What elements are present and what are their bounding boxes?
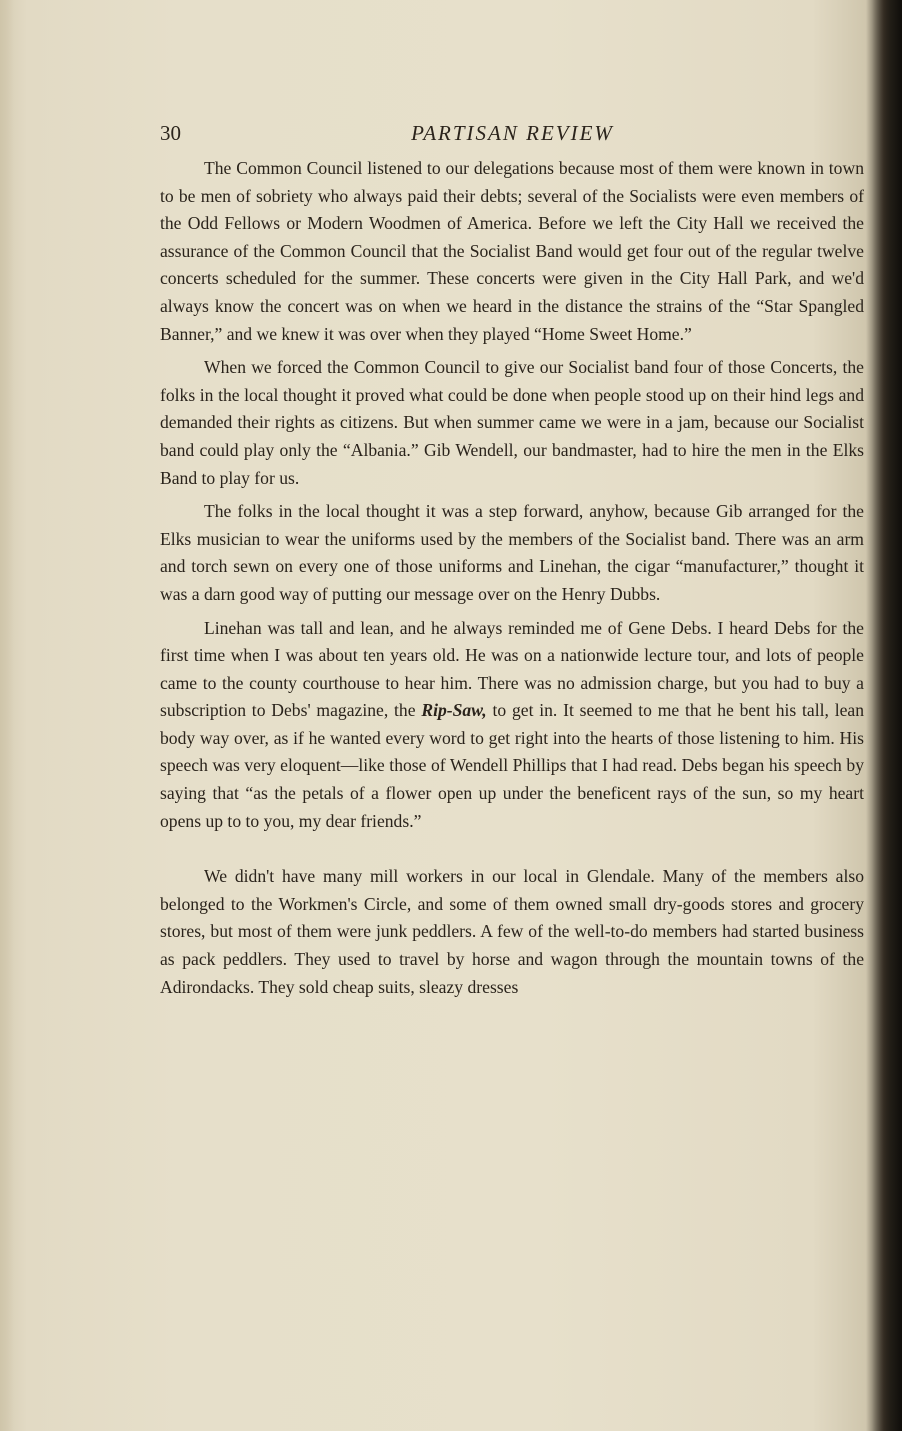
page-number: 30	[160, 121, 181, 145]
body-text	[160, 155, 864, 1007]
book-spine-shadow	[872, 0, 902, 1431]
magazine-title: Rip-Saw,	[421, 700, 487, 721]
page-left-edge	[0, 0, 14, 1431]
paragraph-5: We didn't have many mill workers in our local in Glendale. Many of the members also belonged to the Workmen's Circle, and some of them owned small dry-goods stores and grocery stores, but most of them were junk peddlers. A few of the well-to-do members had started business as pack peddlers. They used to travel by horse and wagon through the mountain towns of the Adirondacks. They sold cheap suits, sleazy dresses	[160, 866, 864, 997]
paragraph-4-text-before: Linehan was tall and lean, and he always reminded me of Gene Debs. I heard Debs for the first time when I was about ten years old. He was on a nationwide lecture tour, and lots of people came to the county courthouse to hear him. There was no admission charge, but you had to buy a subscription to Debs' magazine, the	[160, 617, 864, 721]
paragraph-1: The Common Council listened to our delegations because most of them were known in town to be men of sobriety who always paid their debts; several of the Socialists were even members of the Odd Fellows or Modern Woodmen of America. Before we left the City Hall we received the assurance of the Common Council that the Socialist Band would get four out of the regular twelve concerts scheduled for the summer. These concerts were given in the City Hall Park, and we'd always know the concert was on when we heard in the distance the strains of the “Star Spangled Banner,” and we knew it was over when they played “Home Sweet Home.”	[160, 158, 864, 344]
paragraph-3: The folks in the local thought it was a step forward, anyhow, because Gib arranged for the Elks musician to wear the uniforms used by the members of the Socialist band. There was an arm and torch sewn on every one of those uniforms and Linehan, the cigar “manufacturer,” thought it was a darn good way of putting our message over on the Henry Dubbs.	[160, 501, 864, 604]
paragraph-4	[160, 615, 864, 836]
paragraph-4-text-after: to get in. It seemed to me that he bent his tall, lean body way over, as if he wanted every word to get right into the hearts of those listening to him. His speech was very eloquent—like those of Wendell Phillips that I had read. Debs began his speech by saying that “as the petals of a flower open up under the beneficent rays of the sun, so my heart opens up to to you, my dear friends.”	[160, 700, 865, 831]
page-header	[160, 121, 865, 151]
running-head: PARTISAN REVIEW	[411, 121, 614, 145]
paragraph-2: When we forced the Common Council to give our Socialist band four of those Concerts, the folks in the local thought it proved what could be done when people stood up on their hind legs and demanded their rights as citizens. But when summer came we were in a jam, because our Socialist band could play only the “Albania.” Gib Wendell, our bandmaster, had to hire the men in the Elks Band to play for us.	[160, 357, 864, 488]
